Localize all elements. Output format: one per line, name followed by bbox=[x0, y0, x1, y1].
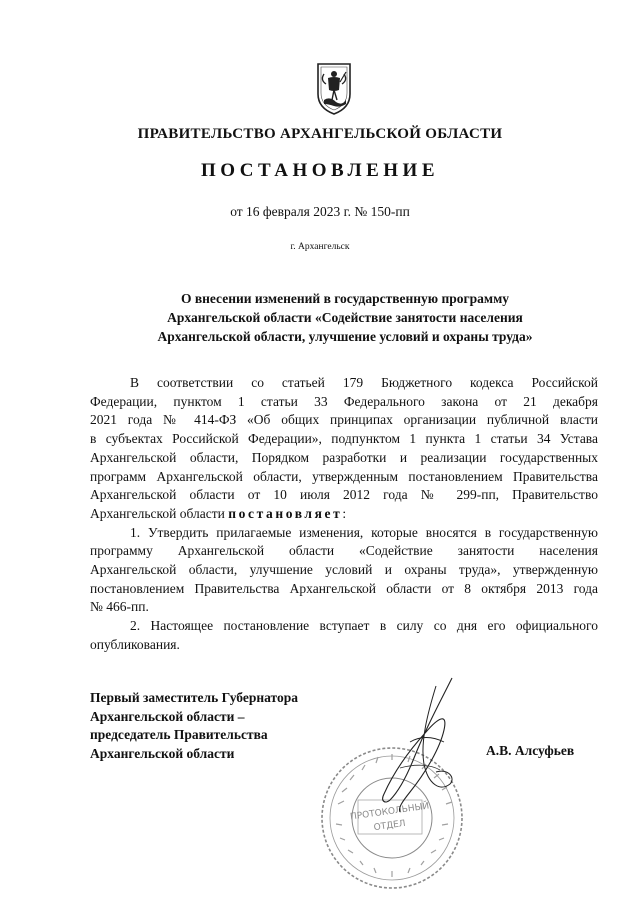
item2-line: опубликования. bbox=[90, 636, 180, 652]
government-title: ПРАВИТЕЛЬСТВО АРХАНГЕЛЬСКОЙ ОБЛАСТИ bbox=[137, 126, 503, 142]
resolves-word: постановляет bbox=[228, 505, 343, 521]
item1-line: Архангельской области, улучшение условий и охраны труда», утвержденную bbox=[90, 562, 598, 578]
signer-position bbox=[90, 689, 370, 763]
item1-line: постановлением Правительства Архангельской области от 8 октября 2013 года bbox=[90, 580, 598, 596]
subject-line: Архангельской области, улучшение условий и охраны труда» bbox=[157, 329, 533, 344]
body-line: программ Архангельской области, утвержденным постановлением Правительства bbox=[90, 468, 598, 484]
document-subject bbox=[90, 289, 600, 346]
body-line: в субъектах Российской Федерации», подпунктом 1 пункта 1 статьи 34 Устава bbox=[90, 431, 598, 447]
item1-line: 1. Утвердить прилагаемые изменения, которые вносятся в государственную bbox=[130, 524, 598, 540]
body-line: Федерации, пунктом 1 статьи 33 Федерального закона от 21 декабря bbox=[90, 393, 598, 409]
signer-position-line: председатель Правительства bbox=[90, 727, 268, 742]
body-line: Архангельской области от 10 июля 2012 года № 299-пп, Правительство bbox=[90, 487, 598, 503]
item1-line: № 466-пп. bbox=[90, 599, 149, 615]
signer-position-line: Первый заместитель Губернатора bbox=[90, 690, 298, 705]
body-line: 2021 года № 414-ФЗ «Об общих принципах организации публичной власти bbox=[90, 412, 598, 428]
subject-line: Архангельской области «Содействие занятости населения bbox=[167, 310, 523, 325]
document-type-title: ПОСТАНОВЛЕНИЕ bbox=[200, 160, 440, 181]
body-line: Архангельской области, Порядком разработки и реализации государственных bbox=[90, 449, 598, 465]
stamp-text-line1: ПРОТОКОЛЬНЫЙ bbox=[349, 801, 430, 823]
body-line: В соответствии со статьей 179 Бюджетного кодекса Российской bbox=[130, 375, 598, 390]
signer-position-line: Архангельской области bbox=[90, 745, 235, 761]
signer-name: А.В. Алсуфьев bbox=[486, 743, 575, 758]
item2-line: 2. Настоящее постановление вступает в силу со дня его официального bbox=[130, 618, 598, 634]
stamp-text-line2: ОТДЕЛ bbox=[373, 818, 407, 834]
subject-line: О внесении изменений в государственную программу bbox=[180, 291, 510, 306]
signer-position-line: Архангельской области – bbox=[90, 708, 245, 724]
resolves-colon: : bbox=[342, 505, 347, 521]
body-line-resolves bbox=[90, 505, 598, 524]
arkhangelsk-coat-of-arms-icon bbox=[312, 60, 356, 116]
preamble-end: Архангельской области bbox=[90, 505, 225, 521]
date-and-number: от 16 февраля 2023 г. № 150-пп bbox=[230, 204, 410, 219]
city-name: г. Архангельск bbox=[290, 242, 350, 252]
item1-line: программу Архангельской области «Содействие занятости населения bbox=[90, 543, 598, 559]
document-body bbox=[90, 374, 598, 655]
